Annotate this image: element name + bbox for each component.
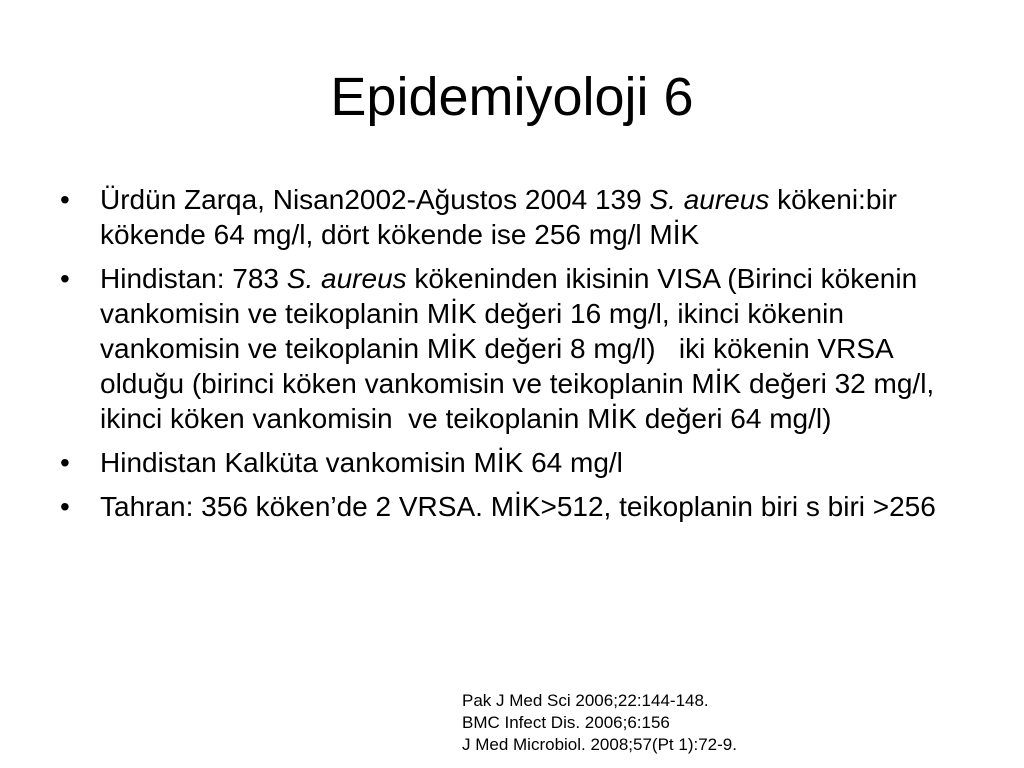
reference-line: Pak J Med Sci 2006;22:144-148. — [462, 691, 709, 710]
bullet-item-kolkata — [60, 445, 970, 480]
bullet-text: Tahran: 356 köken’de 2 VRSA. MİK>512, teikoplanin biri s biri >256 — [100, 491, 936, 522]
bullet-marker: • — [60, 491, 70, 522]
bullet-text: Ürdün Zarqa, Nisan2002-Ağustos 2004 139 — [100, 184, 650, 215]
bullet-marker: • — [60, 263, 70, 294]
bullet-text-continued: kökeninden ikisinin VISA (Birinci kökenin vankomisin ve teikoplanin MİK değeri 16 mg/l, ikinci kökenin vankomisin ve teikoplanin MİK değeri 8 mg/l) iki kökenin VRSA olduğu (birinci köken vankomisin ve teikoplanin MİK değeri 32 mg/l, ikinci köken vankomisin ve teikoplanin MİK değeri 64 mg/l) — [100, 263, 942, 434]
organism-name: S. aureus — [649, 184, 770, 215]
reference-line: BMC Infect Dis. 2006;6:156 — [462, 713, 670, 732]
reference-line: J Med Microbiol. 2008;57(Pt 1):72-9. — [462, 735, 737, 754]
bullet-marker: • — [60, 447, 70, 478]
bullet-text: Hindistan: 783 — [100, 263, 287, 294]
references — [462, 690, 982, 756]
bullet-list — [60, 182, 970, 533]
bullet-item-jordan — [60, 182, 970, 252]
organism-name: S. aureus — [286, 263, 407, 294]
bullet-text-continued: kökeni:bir kökende 64 mg/l, dört kökende ise 256 mg/l MİK — [100, 184, 905, 250]
bullet-text: Hindistan Kalküta vankomisin MİK 64 mg/l — [100, 447, 623, 478]
slide-title: Epidemiyoloji 6 — [330, 67, 694, 127]
bullet-marker: • — [60, 184, 70, 215]
bullet-item-tehran — [60, 489, 970, 524]
bullet-item-india — [60, 261, 970, 436]
